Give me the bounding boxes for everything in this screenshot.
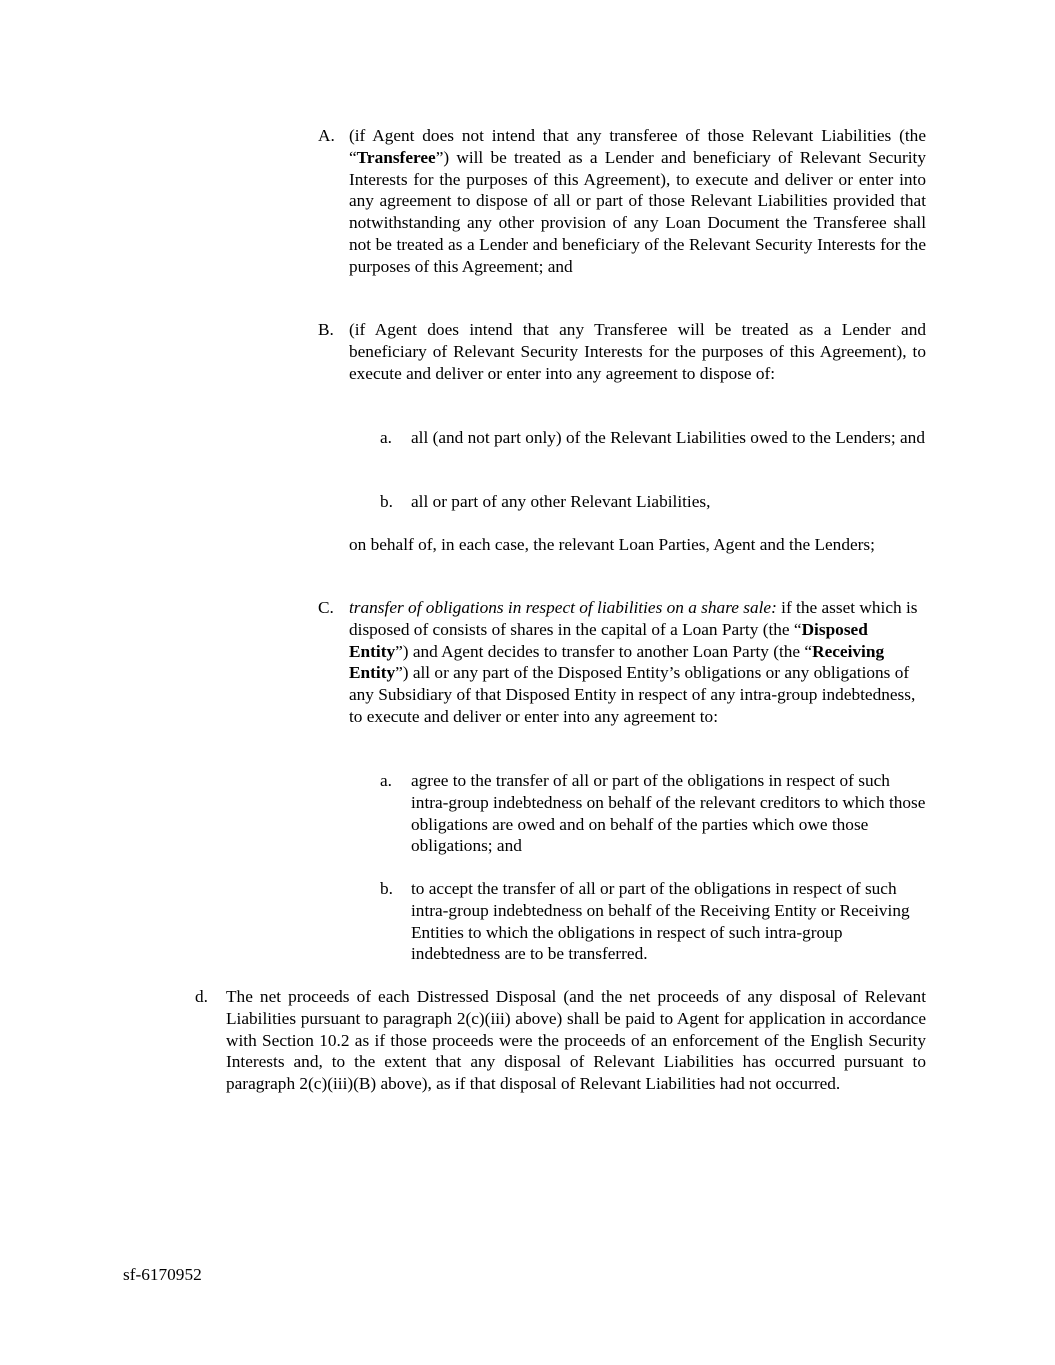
paragraph-d-marker: d. — [195, 987, 208, 1006]
clause-B-closing-text: on behalf of, in each case, the relevant Loan Parties, Agent and the Lenders; — [349, 535, 875, 554]
clause-C-sub-b-text: to accept the transfer of all or part of the obligations in respect of such intra-group indebtedness on behalf of the Receiving Entity or Receiving Entities to which the obligations in respect of such intra-group indebtedness are to be transferred. — [411, 879, 910, 964]
paragraph-d-text: The net proceeds of each Distressed Disposal (and the net proceeds of any disposal of Relevant Liabilities pursuant to paragraph 2(c)(iii) above) shall be paid to Agent for application in accordance with Section 10.2 as if those proceeds were the proceeds of an enforcement of the English Security Interests and, to the extent that any disposal of Relevant Liabilities has occurred pursuant to paragraph 2(c)(iii)(B) above), as if that disposal of Relevant Liabilities had not occurred. — [226, 987, 926, 1094]
clause-B-marker: B. — [318, 320, 334, 339]
clause-C-sub-a-marker: a. — [380, 771, 392, 790]
document-id-footer: sf-6170952 — [123, 1265, 202, 1284]
clause-B-closing — [349, 534, 926, 556]
clause-C-text: transfer of obligations in respect of liabilities on a share sale: if the asset which is disposed of consists of shares in the capital of a Loan Party (the “Disposed Entity”) and Agent decides to transfer to another Loan Party (the “Receiving Entity”) all or any part of the Disposed Entity’s obligations or any obligations of any Subsidiary of that Disposed Entity in respect of any intra-group indebtedness, to execute and deliver or enter into any agreement to: — [349, 598, 918, 726]
clause-A-text: (if Agent does not intend that any transferee of those Relevant Liabilities (the “Transferee”) will be treated as a Lender and beneficiary of Relevant Security Interests for the purposes of this Agreement), to execute and deliver or enter into any agreement to dispose of all or part of those Relevant Liabilities provided that notwithstanding any other provision of any Loan Document the Transferee shall not be treated as a Lender and beneficiary of the Relevant Security Interests for the purposes of this Agreement; and — [349, 126, 926, 276]
clause-C-sub-a — [380, 770, 926, 857]
clause-B-sub-a — [380, 427, 926, 449]
clause-C-sub-b-marker: b. — [380, 879, 393, 898]
clause-C-sub-a-text: agree to the transfer of all or part of the obligations in respect of such intra-group indebtedness on behalf of the relevant creditors to which those obligations are owed and on behalf of the parties which owe those obligations; and — [411, 771, 926, 856]
paragraph-d — [195, 986, 926, 1095]
clause-B-sub-b — [380, 491, 926, 513]
clause-A — [318, 125, 926, 278]
clause-C — [318, 597, 926, 728]
clause-B-sub-b-text: all or part of any other Relevant Liabilities, — [411, 492, 711, 511]
clause-A-marker: A. — [318, 126, 335, 145]
clause-B-sub-a-marker: a. — [380, 428, 392, 447]
clause-B-text: (if Agent does intend that any Transferee will be treated as a Lender and beneficiary of Relevant Security Interests for the purposes of this Agreement), to execute and deliver or enter into any agreement to dispose of: — [349, 320, 926, 383]
clause-B-sub-b-marker: b. — [380, 492, 393, 511]
clause-C-marker: C. — [318, 598, 334, 617]
clause-B-sub-a-text: all (and not part only) of the Relevant Liabilities owed to the Lenders; and — [411, 428, 925, 447]
clause-B — [318, 319, 926, 384]
clause-C-sub-b — [380, 878, 926, 965]
